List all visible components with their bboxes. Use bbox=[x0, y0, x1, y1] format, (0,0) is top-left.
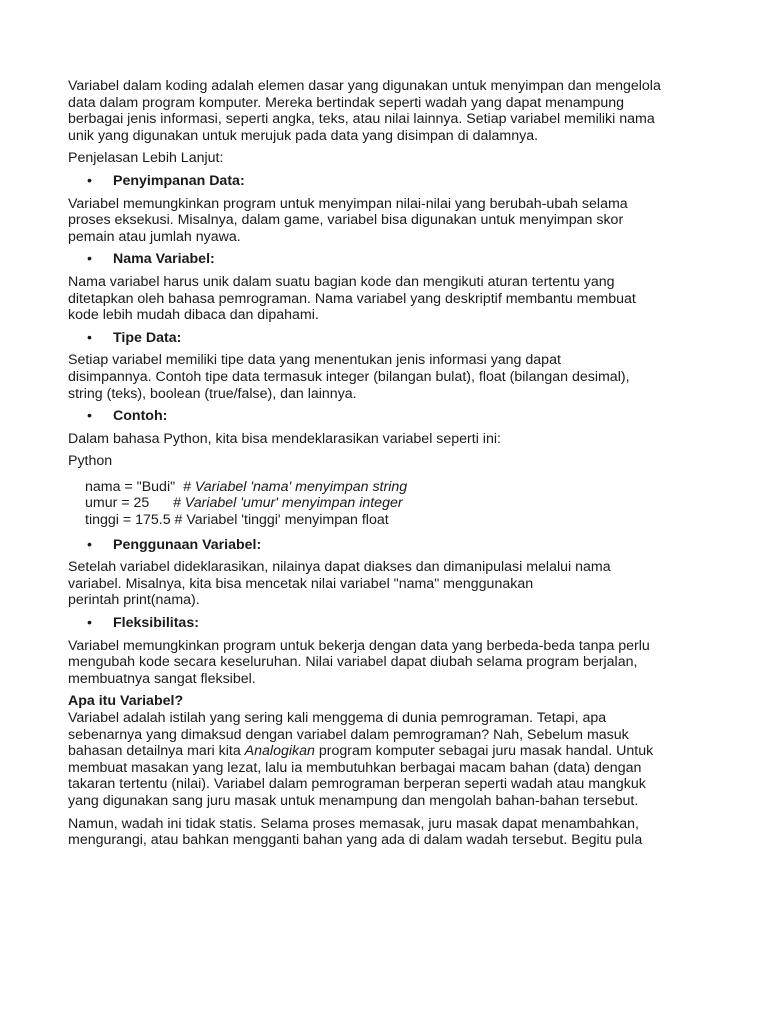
bullet-icon: • bbox=[87, 408, 92, 425]
types-paragraph: Setiap variabel memiliki tipe data yang menentukan jenis informasi yang dapat disimpannya. Contoh tipe data termasuk integer (bilangan bulat), float (bilangan desimal), string (teks), boolean (true/false), dan lainnya. bbox=[68, 352, 630, 402]
intro-paragraph: Variabel dalam koding adalah elemen dasar yang digunakan untuk menyimpan dan mengelola data dalam program komputer. Mereka bertindak seperti wadah yang dapat menampung berbagai jenis informasi, seperti angka, teks, atau nilai lainnya. Setiap variabel memiliki nama unik yang digunakan untuk merujuk pada data yang disimpan di dalamnya. bbox=[68, 78, 661, 144]
bullet-icon: • bbox=[87, 172, 92, 189]
storage-paragraph: Variabel memungkinkan program untuk menyimpan nilai-nilai yang berubah-ubah selama proses eksekusi. Misalnya, dalam game, variabel bisa digunakan untuk menyimpan skor pemain atau jumlah nyawa. bbox=[68, 195, 628, 245]
bullet-icon: • bbox=[87, 329, 92, 346]
code-line bbox=[85, 479, 708, 496]
bullet-icon: • bbox=[87, 536, 92, 553]
bullet-icon: • bbox=[87, 251, 92, 268]
bullet-example bbox=[68, 408, 708, 425]
what-is-paragraph-1 bbox=[68, 710, 708, 810]
code-text: tinggi = 175.5 # Variabel 'tinggi' menyimpan float bbox=[85, 512, 389, 529]
code-comment: # Variabel 'umur' menyimpan integer bbox=[172, 495, 403, 512]
paragraph-text: program komputer sebagai juru masak handal. Untuk membuat masakan yang lezat, lalu ia membutuhkan berbagai macam bahan (data) dengan takaran tertentu (nilai). Variabel dalam pemrograman berperan seperti wadah atau mangkuk yang digunakan sang juru masak untuk menampung dan mengolah bahan-bahan tersebut. bbox=[68, 743, 654, 809]
bullet-title: Tipe Data: bbox=[113, 329, 182, 346]
bullet-storage bbox=[68, 173, 708, 190]
bullet-title: Penyimpanan Data: bbox=[113, 172, 245, 189]
code-block bbox=[68, 479, 708, 529]
bullet-usage bbox=[68, 537, 708, 554]
bullet-icon: • bbox=[87, 615, 92, 632]
section-heading: Apa itu Variabel? bbox=[68, 693, 184, 710]
bullet-flexibility bbox=[68, 615, 708, 632]
bullet-title: Contoh: bbox=[113, 408, 168, 425]
naming-paragraph: Nama variabel harus unik dalam suatu bagian kode dan mengikuti aturan tertentu yang ditetapkan oleh bahasa pemrograman. Nama variabel yang deskriptif membantu membuat kode lebih mudah dibaca dan dipahami. bbox=[68, 273, 636, 324]
code-line bbox=[85, 495, 708, 512]
example-paragraph: Dalam bahasa Python, kita bisa mendeklarasikan variabel seperti ini: bbox=[68, 430, 501, 447]
code-language-label: Python bbox=[68, 453, 113, 470]
bullet-title: Penggunaan Variabel: bbox=[113, 536, 262, 553]
document-page bbox=[68, 78, 708, 855]
paragraph-text: Variabel adalah istilah yang sering kali menggema di dunia pemrograman. Tetapi, apa sebenarnya yang dimaksud dengan variabel dalam pemrograman? Nah, Sebelum masuk bahasan detailnya mari kita bbox=[68, 710, 629, 760]
code-line bbox=[85, 512, 708, 529]
bullet-title: Fleksibilitas: bbox=[113, 615, 199, 632]
code-text: nama = "Budi" bbox=[85, 478, 184, 495]
code-text: umur = 25 bbox=[85, 495, 173, 512]
bullet-types bbox=[68, 330, 708, 347]
emphasis-text: Analogikan bbox=[244, 743, 315, 760]
what-is-paragraph-2: Namun, wadah ini tidak statis. Selama proses memasak, juru masak dapat menambahkan, mengurangi, atau bahkan mengganti bahan yang ada di dalam wadah tersebut. Begitu pula bbox=[68, 815, 643, 849]
usage-paragraph: Setelah variabel dideklarasikan, nilainya dapat diakses dan dimanipulasi melalui nama variabel. Misalnya, kita bisa mencetak nilai variabel "nama" menggunakan perintah print(nama). bbox=[68, 559, 611, 609]
bullet-title: Nama Variabel: bbox=[113, 251, 215, 268]
lead-text: Penjelasan Lebih Lanjut: bbox=[68, 150, 224, 167]
code-comment: # Variabel 'nama' menyimpan string bbox=[183, 478, 408, 495]
flexibility-paragraph: Variabel memungkinkan program untuk bekerja dengan data yang berbeda-beda tanpa perlu mengubah kode secara keseluruhan. Nilai variabel dapat diubah selama program berjalan, membuatnya sangat fleksibel. bbox=[68, 637, 650, 687]
bullet-naming bbox=[68, 251, 708, 268]
